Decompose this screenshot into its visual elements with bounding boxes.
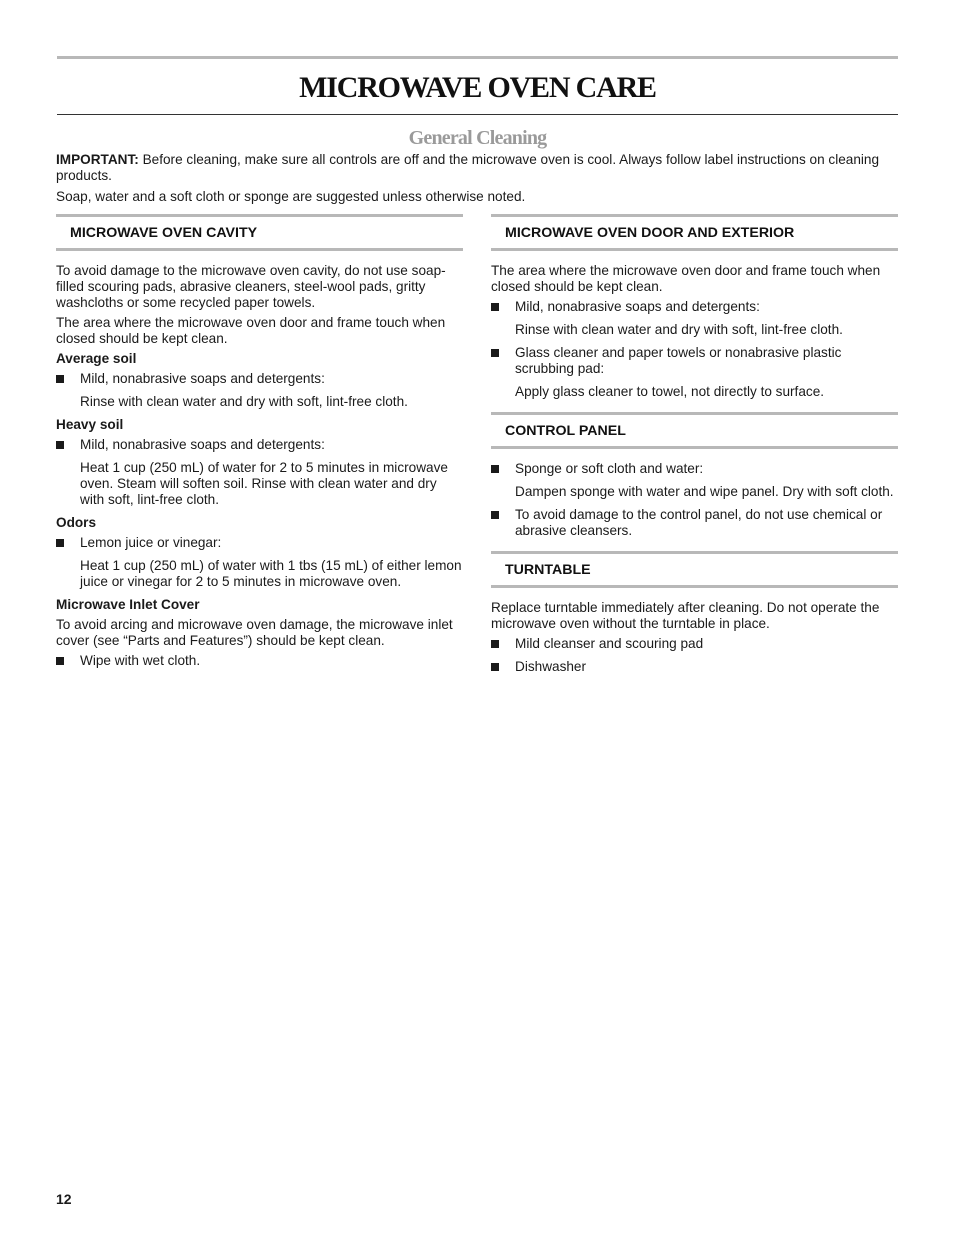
control-panel-heading: CONTROL PANEL [491,412,898,449]
door-para-1: The area where the microwave oven door and frame touch when closed should be kept clean. [491,263,881,294]
bullet-square-icon [56,539,64,547]
control-panel-bullet-1 [491,461,898,477]
average-soil-label: Average soil [56,351,137,366]
cavity-para-2: The area where the microwave oven door and frame touch when closed should be kept clean. [56,315,446,346]
average-soil-bullet [56,371,463,387]
inlet-cover-text: To avoid arcing and microwave oven damage, the microwave inlet cover (see “Parts and Features”) should be kept clean. [56,617,453,648]
bullet-text: To avoid damage to the control panel, do not use chemical or abrasive cleansers. [515,507,883,538]
bullet-square-icon [491,349,499,357]
inlet-cover-bullet [56,653,463,669]
door-bullet-2 [491,345,898,377]
bullet-square-icon [491,663,499,671]
intro-block [56,152,898,210]
inlet-cover-label: Microwave Inlet Cover [56,597,200,612]
turntable-para-1: Replace turntable immediately after cleaning. Do not operate the microwave oven without the turntable in place. [491,600,880,631]
important-text: Before cleaning, make sure all controls are off and the microwave oven is cool. Always follow label instructions on cleaning products. [56,152,880,183]
bullet-square-icon [56,441,64,449]
door-heading: MICROWAVE OVEN DOOR AND EXTERIOR [491,214,898,251]
important-note [56,152,898,184]
bullet-text: Lemon juice or vinegar: [80,535,222,550]
soap-note: Soap, water and a soft cloth or sponge are suggested unless otherwise noted. [56,189,526,204]
heavy-soil-bullet [56,437,463,453]
bullet-text: Glass cleaner and paper towels or nonabrasive plastic scrubbing pad: [515,345,842,376]
bullet-text: Dishwasher [515,659,587,674]
door-bullet-1 [491,299,898,315]
section-heading: General Cleaning [408,127,547,149]
left-column [56,214,463,676]
bullet-square-icon [491,465,499,473]
bullet-square-icon [56,657,64,665]
bullet-square-icon [491,640,499,648]
door-detail-2: Apply glass cleaner to towel, not directly to surface. [515,384,825,399]
cavity-para-1: To avoid damage to the microwave oven cavity, do not use soap-filled scouring pads, abrasive cleaners, steel-wool pads, gritty washcloths or some recycled paper towels. [56,263,446,310]
right-column [491,214,898,682]
page-title: MICROWAVE OVEN CARE [299,71,656,104]
bullet-text: Mild, nonabrasive soaps and detergents: [515,299,760,314]
turntable-bullet-2 [491,659,898,675]
door-detail-1: Rinse with clean water and dry with soft, lint-free cloth. [515,322,843,337]
bullet-text: Mild cleanser and scouring pad [515,636,704,651]
bullet-text: Sponge or soft cloth and water: [515,461,704,476]
control-panel-bullet-2 [491,507,898,539]
cavity-heading: MICROWAVE OVEN CAVITY [56,214,463,251]
turntable-heading: TURNTABLE [491,551,898,588]
page-number: 12 [56,1191,72,1207]
control-panel-detail-1: Dampen sponge with water and wipe panel. Dry with soft cloth. [515,484,894,499]
bullet-square-icon [56,375,64,383]
title-rule [57,114,898,115]
heavy-soil-label: Heavy soil [56,417,124,432]
important-label: IMPORTANT: [56,152,139,167]
average-soil-detail: Rinse with clean water and dry with soft, lint-free cloth. [80,394,408,409]
top-rule [57,56,898,59]
odors-bullet [56,535,463,551]
odors-detail: Heat 1 cup (250 mL) of water with 1 tbs (15 mL) of either lemon juice or vinegar for 2 to 5 minutes in microwave oven. [80,558,462,589]
bullet-text: Mild, nonabrasive soaps and detergents: [80,371,325,386]
turntable-bullet-1 [491,636,898,652]
bullet-text: Mild, nonabrasive soaps and detergents: [80,437,325,452]
odors-label: Odors [56,515,97,530]
bullet-square-icon [491,511,499,519]
bullet-text: Wipe with wet cloth. [80,653,201,668]
heavy-soil-detail: Heat 1 cup (250 mL) of water for 2 to 5 minutes in microwave oven. Steam will soften soil. Rinse with clean water and dry with soft, lint-free cloth. [80,460,448,507]
bullet-square-icon [491,303,499,311]
